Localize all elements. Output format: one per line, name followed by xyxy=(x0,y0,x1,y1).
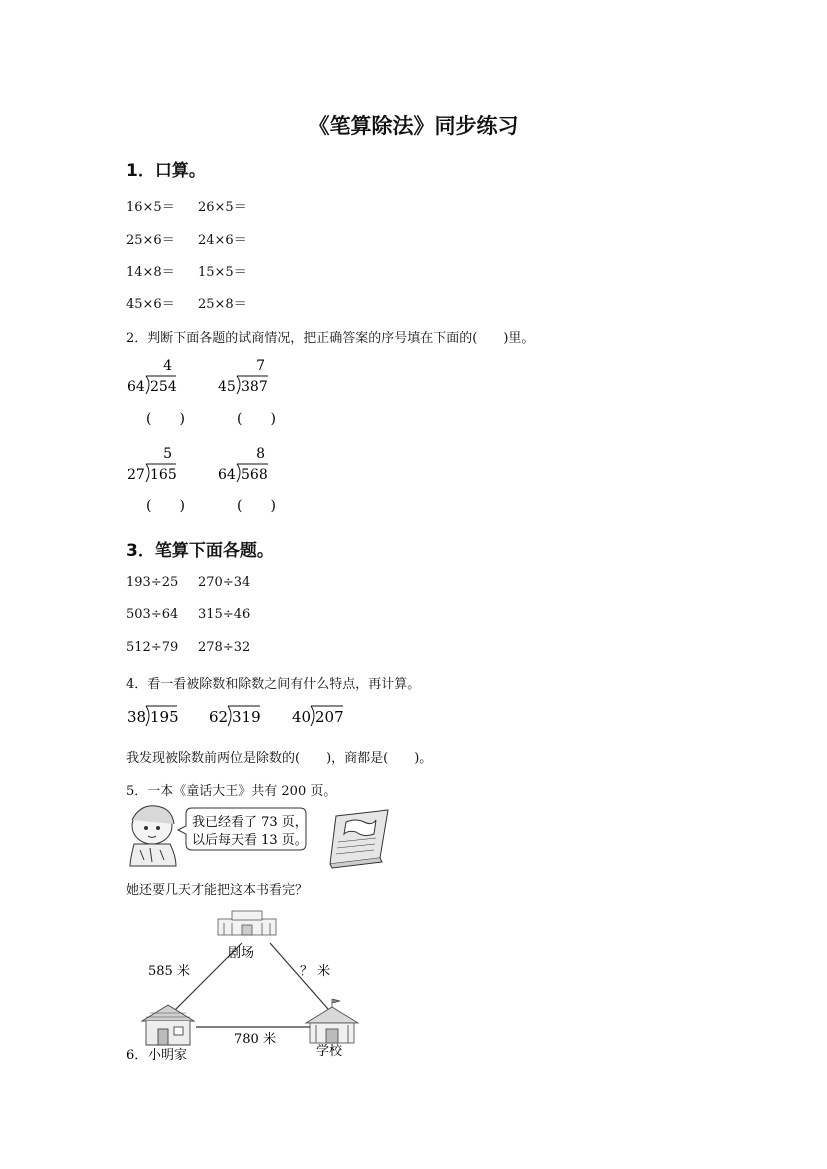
q6-map-diagram xyxy=(120,905,380,1070)
q2-dividend: 568 xyxy=(241,467,268,483)
label-distance-home-school: 780 米 xyxy=(234,1032,276,1047)
q2-dividend: 165 xyxy=(150,467,177,483)
book-icon xyxy=(330,810,388,868)
q2-division-problems xyxy=(120,352,320,522)
page-title: 《笔算除法》同步练习 xyxy=(308,113,519,138)
q4-dividend: 319 xyxy=(232,708,261,726)
q1-item: 14×8＝ xyxy=(126,265,175,280)
q4-divisor: 40 xyxy=(292,708,312,726)
q1-item: 25×8＝ xyxy=(198,297,247,312)
q2-heading: 2．判断下面各题的试商情况，把正确答案的序号填在下面的( )里。 xyxy=(126,331,535,346)
q2-quotient: 4 xyxy=(163,358,172,374)
q2-answer-blank: ( ) xyxy=(237,498,276,514)
q1-heading: 1．口算。 xyxy=(126,161,206,181)
q4-divisor: 38 xyxy=(127,708,147,726)
q2-dividend: 254 xyxy=(150,379,177,395)
q1-item: 25×6＝ xyxy=(126,233,175,248)
label-theater: 剧场 xyxy=(228,946,255,961)
q2-quotient: 7 xyxy=(256,358,265,374)
q4-heading: 4．看一看被除数和除数之间有什么特点，再计算。 xyxy=(126,677,421,692)
q1-item: 24×6＝ xyxy=(198,233,247,248)
q4-divisor: 62 xyxy=(209,708,229,726)
q2-answer-blank: ( ) xyxy=(146,411,185,427)
q2-divisor: 45 xyxy=(218,379,236,395)
q4-dividend: 207 xyxy=(315,708,344,726)
q3-item: 270÷34 xyxy=(198,575,251,590)
q3-item: 503÷64 xyxy=(126,607,179,622)
q5-heading: 5．一本《童话大王》共有 200 页。 xyxy=(126,784,337,799)
q4-finding: 我发现被除数前两位是除数的( )，商都是( )。 xyxy=(126,751,433,766)
q5-speech-line1: 我已经看了 73 页， xyxy=(192,815,308,830)
q2-dividend: 387 xyxy=(241,379,268,395)
q2-quotient: 8 xyxy=(256,446,265,462)
q4-dividend: 195 xyxy=(150,708,179,726)
q2-answer-blank: ( ) xyxy=(237,411,276,427)
q5-question: 她还要几天才能把这本书看完？ xyxy=(126,883,309,898)
house-icon xyxy=(142,1005,194,1045)
q3-item: 278÷32 xyxy=(198,640,251,655)
q2-divisor: 64 xyxy=(218,467,236,483)
q2-divisor: 27 xyxy=(127,467,145,483)
q2-answer-blank: ( ) xyxy=(146,498,185,514)
q2-divisor: 64 xyxy=(127,379,145,395)
q1-item: 45×6＝ xyxy=(126,297,175,312)
label-distance-home-theater: 585 米 xyxy=(148,964,190,979)
girl-reading-icon xyxy=(130,806,176,866)
label-distance-theater-school: ？ 米 xyxy=(300,964,331,979)
q6-number: 6． xyxy=(126,1048,148,1063)
label-home: 小明家 xyxy=(148,1048,188,1063)
q1-item: 15×5＝ xyxy=(198,265,247,280)
q2-quotient: 5 xyxy=(163,446,172,462)
q3-heading: 3．笔算下面各题。 xyxy=(126,541,274,561)
q5-illustration xyxy=(120,800,400,880)
q5-speech-line2: 以后每天看 13 页。 xyxy=(192,833,308,848)
q1-item: 26×5＝ xyxy=(198,200,247,215)
q3-item: 193÷25 xyxy=(126,575,179,590)
q1-item: 16×5＝ xyxy=(126,200,175,215)
label-school: 学校 xyxy=(316,1044,343,1059)
q3-item: 315÷46 xyxy=(198,607,251,622)
theater-building-icon xyxy=(218,911,276,935)
q4-division-problems xyxy=(120,700,360,734)
q3-item: 512÷79 xyxy=(126,640,179,655)
school-building-icon xyxy=(306,999,358,1043)
